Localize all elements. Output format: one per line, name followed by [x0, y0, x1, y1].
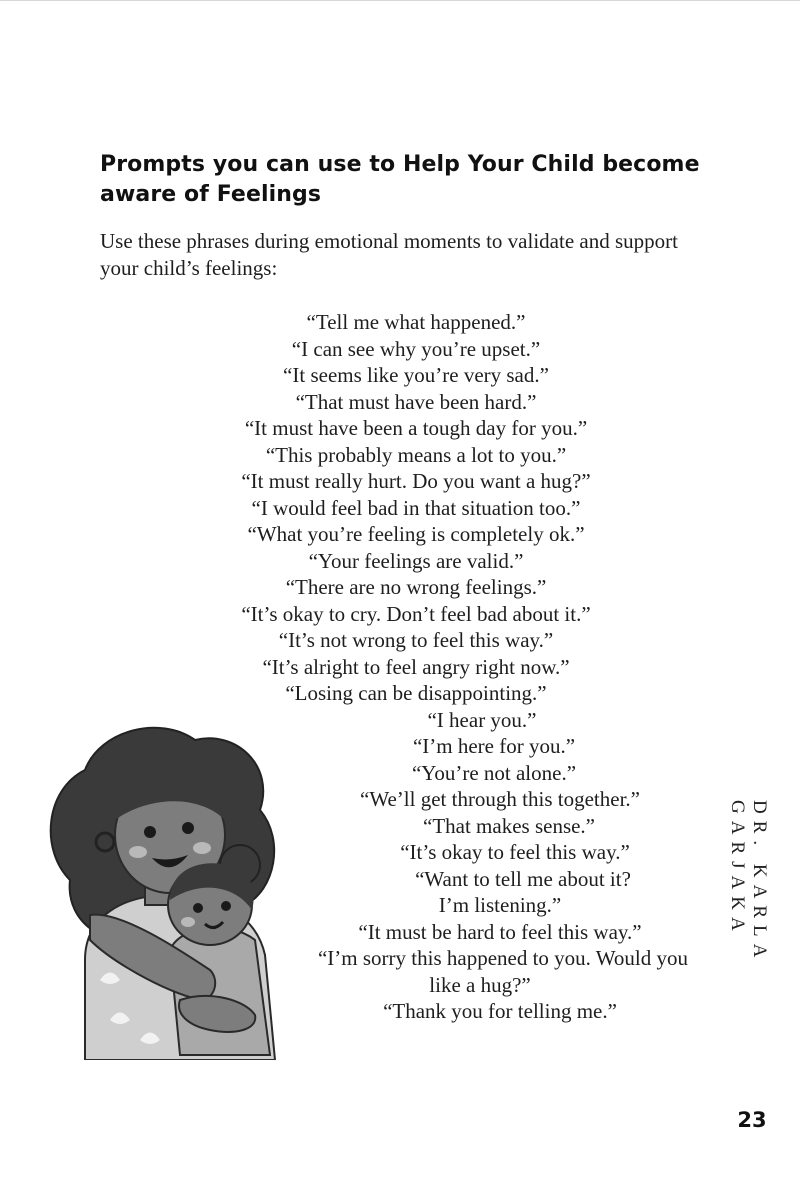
phrase-line: “I can see why you’re upset.”	[291, 336, 541, 361]
phrase-line: “It’s alright to feel angry right now.”	[262, 654, 570, 679]
page-top-edge	[0, 0, 800, 1]
phrase-line: “It seems like you’re very sad.”	[283, 363, 549, 387]
phrase-line: “That must have been hard.”	[295, 389, 537, 414]
child-eye-left	[193, 903, 203, 913]
phrase-line: “We’ll get through this together.”	[360, 787, 640, 811]
phrase-line: “It must be hard to feel this way.”	[358, 919, 642, 944]
phrase-line: “I would feel bad in that situation too.”	[251, 495, 581, 520]
phrase-line: “That makes sense.”	[422, 813, 596, 838]
phrase-line: “It must really hurt. Do you want a hug?”	[241, 469, 591, 493]
phrase-line: like a hug?”	[429, 972, 531, 997]
mother-cheek-left	[129, 846, 147, 858]
phrase-line: “It must have been a tough day for you.”	[244, 416, 588, 440]
phrase-line: “You’re not alone.”	[411, 760, 577, 785]
phrase-line: “I’m here for you.”	[412, 734, 576, 758]
phrase-line: “Thank you for telling me.”	[383, 999, 617, 1023]
mother-cheek-right	[193, 842, 211, 854]
phrase-line: “What you’re feeling is completely ok.”	[247, 522, 585, 546]
phrase-line: “It’s okay to feel this way.”	[400, 840, 630, 864]
mother-child-hug-illustration	[30, 700, 320, 1060]
child-cheek	[181, 917, 195, 927]
phrase-line: I’m listening.”	[438, 893, 562, 917]
phrase-line: “This probably means a lot to you.”	[265, 442, 567, 467]
phrase-line: “Your feelings are valid.”	[308, 548, 524, 573]
mother-eye-right	[182, 822, 194, 834]
phrase-line: “Tell me what happened.”	[306, 310, 526, 334]
page-number: 23	[737, 1108, 767, 1132]
phrase-line: “Losing can be disappointing.”	[285, 681, 547, 705]
phrase-line: “I hear you.”	[427, 707, 537, 732]
phrase-line: “I’m sorry this happened to you. Would you	[317, 946, 689, 970]
phrase-line: “It’s not wrong to feel this way.”	[278, 628, 554, 652]
mother-eye-left	[144, 826, 156, 838]
author-name: DR. KARLA GARJAKA	[727, 800, 770, 964]
intro-paragraph: Use these phrases during emotional moments to validate and support your child’s feelings:	[100, 229, 678, 280]
phrase-line: “Want to tell me about it?	[415, 866, 631, 891]
child-eye-right	[221, 901, 231, 911]
phrase-line: “There are no wrong feelings.”	[285, 575, 547, 599]
hug-drawing	[30, 700, 320, 1060]
page-heading: Prompts you can use to Help Your Child become aware of Feelings	[100, 152, 700, 207]
phrase-line: “It’s okay to cry. Don’t feel bad about it.”	[241, 601, 591, 626]
